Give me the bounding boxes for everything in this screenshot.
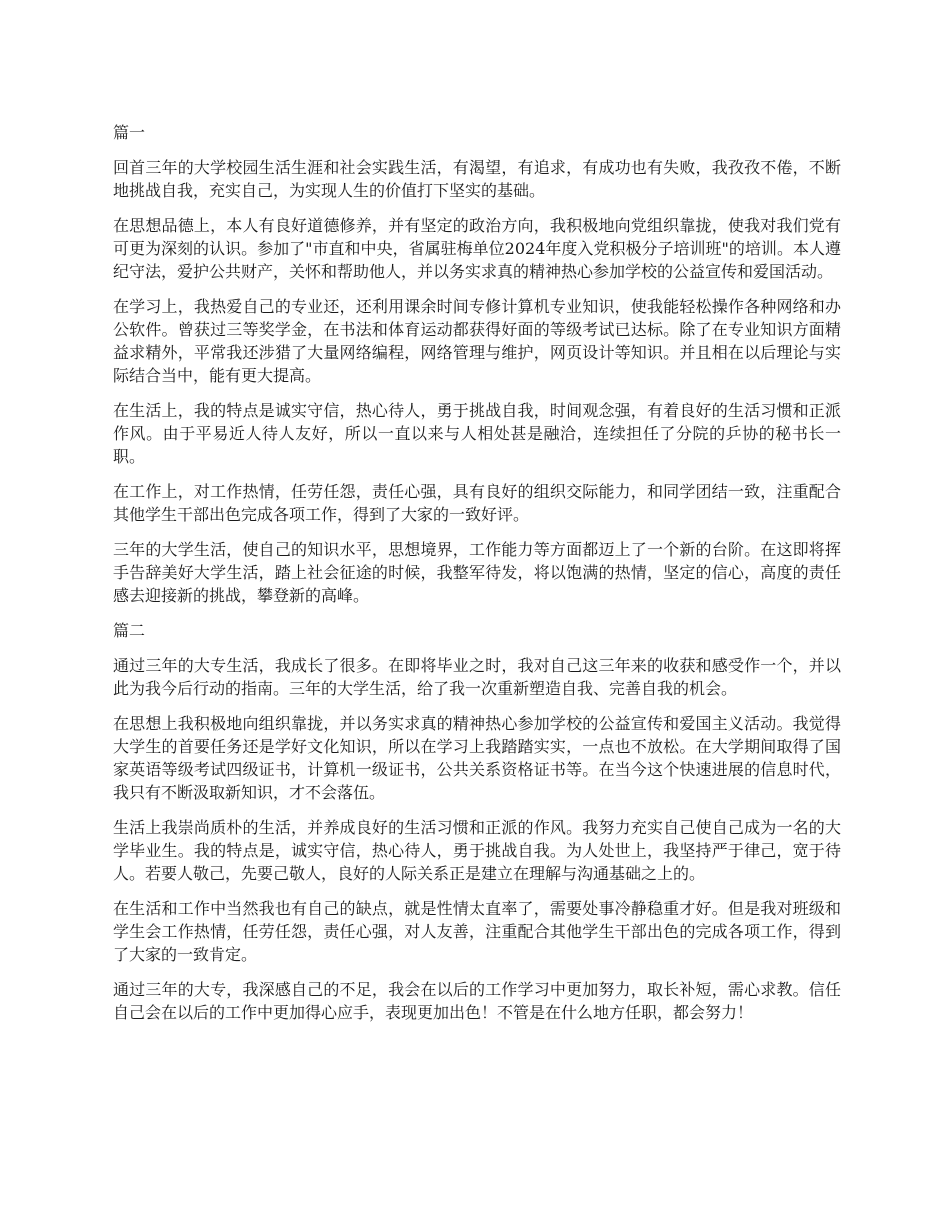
document-body bbox=[113, 121, 841, 1036]
paragraph: 三年的大学生活，使自己的知识水平，思想境界，工作能力等方面都迈上了一个新的台阶。在这即将挥手告辞美好大学生活，踏上社会征途的时候，我整军待发，将以饱满的热情，坚定的信心，高度的责任感去迎接新的挑战，攀登新的高峰。 bbox=[113, 540, 841, 605]
paragraph: 在学习上，我热爱自己的专业还，还利用课余时间专修计算机专业知识，使我能轻松操作各种网络和办公软件。曾获过三等奖学金，在书法和体育运动都获得好面的等级考试已达标。除了在专业知识方面精益求精外，平常我还涉猎了大量网络编程，网络管理与维护，网页设计等知识。并且相在以后理论与实际结合当中，能有更大提高。 bbox=[113, 297, 841, 385]
paragraph: 在生活上，我的特点是诚实守信，热心待人，勇于挑战自我，时间观念强，有着良好的生活习惯和正派作风。由于平易近人待人友好，所以一直以来与人相处甚是融洽，连续担任了分院的乒协的秘书长一职。 bbox=[113, 401, 841, 466]
paragraph: 在工作上，对工作热情，任劳任怨，责任心强，具有良好的组织交际能力，和同学团结一致，注重配合其他学生干部出色完成各项工作，得到了大家的一致好评。 bbox=[113, 482, 841, 524]
paragraph: 通过三年的大专生活，我成长了很多。在即将毕业之时，我对自己这三年来的收获和感受作一个，并以此为我今后行动的指南。三年的大学生活，给了我一次重新塑造自我、完善自我的机会。 bbox=[113, 656, 841, 698]
section-heading-1: 篇一 bbox=[113, 123, 146, 142]
paragraph: 通过三年的大专，我深感自己的不足，我会在以后的工作学习中更加努力，取长补短，需心求教。信任自己会在以后的工作中更加得心应手，表现更加出色！不管是在什么地方任职，都会努力！ bbox=[113, 980, 841, 1022]
section-heading-2: 篇二 bbox=[113, 621, 146, 640]
paragraph: 在生活和工作中当然我也有自己的缺点，就是性情太直率了，需要处事冷静稳重才好。但是我对班级和学生会工作热情，任劳任怨，责任心强，对人友善，注重配合其他学生干部出色的完成各项工作，得到了大家的一致肯定。 bbox=[113, 899, 841, 964]
paragraph: 生活上我崇尚质朴的生活，并养成良好的生活习惯和正派的作风。我努力充实自己使自己成为一名的大学毕业生。我的特点是，诚实守信，热心待人，勇于挑战自我。为人处世上，我坚持严于律己，宽于待人。若要人敬己，先要己敬人，良好的人际关系正是建立在理解与沟通基础之上的。 bbox=[113, 818, 841, 883]
paragraph: 回首三年的大学校园生活生涯和社会实践生活，有渴望，有追求，有成功也有失败，我孜孜不倦，不断地挑战自我，充实自己，为实现人生的价值打下坚实的基础。 bbox=[113, 158, 841, 200]
paragraph: 在思想上我积极地向组织靠拢，并以务实求真的精神热心参加学校的公益宣传和爱国主义活动。我觉得大学生的首要任务还是学好文化知识，所以在学习上我踏踏实实，一点也不放松。在大学期间取得了国家英语等级考试四级证书，计算机一级证书，公共关系资格证书等。在当今这个快速进展的信息时代，我只有不断汲取新知识，才不会落伍。 bbox=[113, 714, 841, 802]
paragraph: 在思想品德上，本人有良好道德修养，并有坚定的政治方向，我积极地向党组织靠拢，使我对我们党有可更为深刻的认识。参加了"市直和中央，省属驻梅单位2024年度入党积极分子培训班"的培训。本人遵纪守法，爱护公共财产，关怀和帮助他人，并以务实求真的精神热心参加学校的公益宣传和爱国活动。 bbox=[113, 216, 841, 281]
